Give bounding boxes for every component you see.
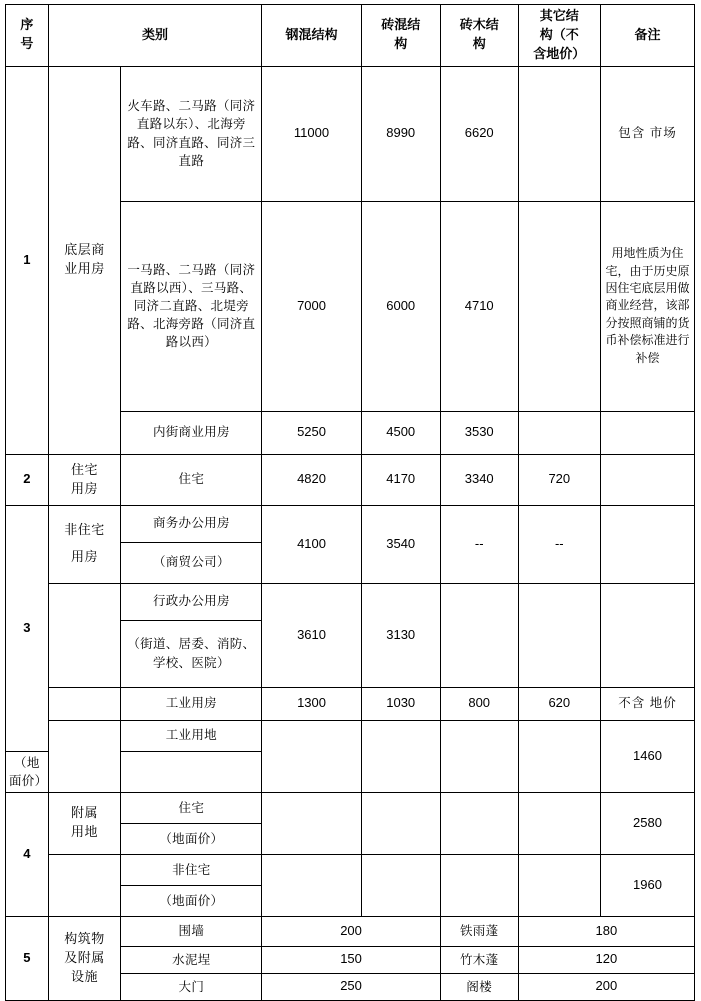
cell-value: 3340 [440,454,518,505]
cell-value: 620 [518,687,600,720]
cell-value [262,854,361,916]
cell-value: 4820 [262,454,361,505]
cell-value: 11000 [262,66,361,201]
row-subcategory-industrial-land: 工业用地 [121,720,262,751]
cell-value: 3610 [262,583,361,687]
header-brick-wood-line2: 构 [472,36,486,52]
table-header-row [6,5,695,67]
row-subcategory-industrial-land-note: （地面价） [6,751,49,792]
cell-value [361,720,440,792]
cell-value: 4500 [361,411,440,454]
cell-value [440,720,518,792]
category-line1: 附属 [71,805,99,821]
row-category-blank-2 [48,720,121,792]
cell-remark: 包含 市场 [600,66,694,201]
row-subcategory-residential-land-note: （地面价） [121,823,262,854]
cell-remark [600,583,694,687]
header-brick-wood-line1: 砖木结 [459,17,499,33]
cell-value [518,66,600,201]
row-category-non-residential [48,505,121,583]
cell-value: 4170 [361,454,440,505]
table-row [6,792,695,823]
cell-value [262,720,361,792]
row-subcategory-attic: 阁楼 [440,973,518,1000]
cell-value: 1300 [262,687,361,720]
cell-value [518,720,600,792]
row-subcategory-cement-yard: 水泥埕 [121,946,262,973]
cell-remark: 不含 地价 [600,687,694,720]
row-subcategory-inner-street-commercial: 内街商业用房 [121,411,262,454]
table-row [6,720,695,751]
cell-value: 6000 [361,201,440,411]
row-subcategory-business-office-note: （商贸公司） [121,542,262,583]
cell-value: 800 [440,687,518,720]
row-subcategory-east-streets: 火车路、二马路（同济直路以东）、北海旁路、同济直路、同济三直路 [121,66,262,201]
row-seq-1: 1 [6,66,49,454]
row-subcategory-admin-office-note: （街道、居委、消防、学校、医院） [121,620,262,687]
row-subcategory-wall: 围墙 [121,916,262,946]
header-brick-concrete-line1: 砖混结 [381,17,421,33]
header-reinforced-concrete: 钢混结构 [262,5,361,67]
cell-value: 200 [262,916,440,946]
cell-remark: 1460 [600,720,694,792]
row-subcategory-non-residential-land-note: （地面价） [121,885,262,916]
table-row [6,687,695,720]
cell-value: -- [518,505,600,583]
row-subcategory-residential: 住宅 [121,454,262,505]
row-category-ground-floor-commercial [48,66,121,454]
cell-remark: 2580 [600,792,694,854]
cell-remark: 1960 [600,854,694,916]
row-subcategory-admin-office: 行政办公用房 [121,583,262,620]
row-subcategory-residential-land: 住宅 [121,792,262,823]
header-seq [6,5,49,67]
header-seq-line1: 序 [20,17,34,33]
cell-value: 3130 [361,583,440,687]
cell-value: 5250 [262,411,361,454]
cell-value: 8990 [361,66,440,201]
table-row [6,583,695,620]
cell-value: 250 [262,973,440,1000]
cell-value [361,792,440,854]
cell-value: 180 [518,916,694,946]
cell-value [518,854,600,916]
cell-value: 7000 [262,201,361,411]
category-line2: 业用房 [64,261,105,277]
cell-value: 3540 [361,505,440,583]
cell-value: 6620 [440,66,518,201]
category-line2: 及附属 [64,949,105,965]
table-row [6,854,695,885]
row-category-non-residential-continued [48,583,121,687]
header-other-line3: 含地价） [533,45,586,61]
category-line1: 构筑物 [64,931,105,947]
cell-value: 4100 [262,505,361,583]
header-seq-line2: 号 [20,36,34,52]
cell-value [518,411,600,454]
row-category-blank-1 [48,687,121,720]
cell-value: 4710 [440,201,518,411]
row-seq-4: 4 [6,792,49,916]
cell-value [440,792,518,854]
header-brick-concrete-line2: 构 [394,36,408,52]
row-subcategory-industrial-building: 工业用房 [121,687,262,720]
table-row [6,454,695,505]
category-line2: 用房 [71,480,99,496]
category-line2: 用地 [71,824,99,840]
cell-value [518,583,600,687]
cell-value [262,792,361,854]
cell-value [440,854,518,916]
header-remark: 备注 [600,5,694,67]
cell-remark: 用地性质为住宅，由于历史原因住宅底层用做商业经营，该部分按照商铺的货币补偿标准进行补偿 [600,201,694,411]
row-category-blank-3 [48,854,121,916]
header-category: 类别 [48,5,262,67]
header-brick-concrete [361,5,440,67]
cell-value [361,854,440,916]
cell-value [518,201,600,411]
row-category-structures-ancillary [48,916,121,1000]
header-other-line1: 其它结 [539,8,579,23]
header-brick-wood [440,5,518,67]
row-subcategory-iron-canopy: 铁雨蓬 [440,916,518,946]
category-line1: 非住宅 [64,522,105,538]
cell-value: 1030 [361,687,440,720]
row-category-residential [48,454,121,505]
row-subcategory-bamboo-canopy: 竹木蓬 [440,946,518,973]
compensation-table [5,4,695,1001]
row-subcategory-business-office: 商务办公用房 [121,505,262,542]
table-row [6,505,695,542]
category-line2: 用房 [71,549,99,565]
category-line3: 设施 [71,968,99,984]
cell-value: 150 [262,946,440,973]
table-row [6,916,695,946]
cell-remark [600,454,694,505]
header-other-structure [518,5,600,67]
cell-remark [600,411,694,454]
cell-value [440,583,518,687]
row-seq-5: 5 [6,916,49,1000]
row-category-ancillary-land [48,792,121,854]
row-subcategory-west-streets: 一马路、二马路（同济直路以西）、三马路、同济二直路、北堤旁路、北海旁路（同济直路以西） [121,201,262,411]
row-seq-3: 3 [6,505,49,751]
cell-value: 3530 [440,411,518,454]
cell-value: 720 [518,454,600,505]
table-row [6,66,695,201]
compensation-standard-sheet [0,4,701,1001]
cell-remark [600,505,694,583]
category-line1: 底层商 [64,242,105,258]
row-subcategory-non-residential-land: 非住宅 [121,854,262,885]
category-line1: 住宅 [71,461,99,477]
header-other-line2: 构（不 [539,26,579,42]
cell-value: 200 [518,973,694,1000]
cell-value: 120 [518,946,694,973]
row-subcategory-gate: 大门 [121,973,262,1000]
row-seq-2: 2 [6,454,49,505]
cell-value: -- [440,505,518,583]
cell-value [518,792,600,854]
